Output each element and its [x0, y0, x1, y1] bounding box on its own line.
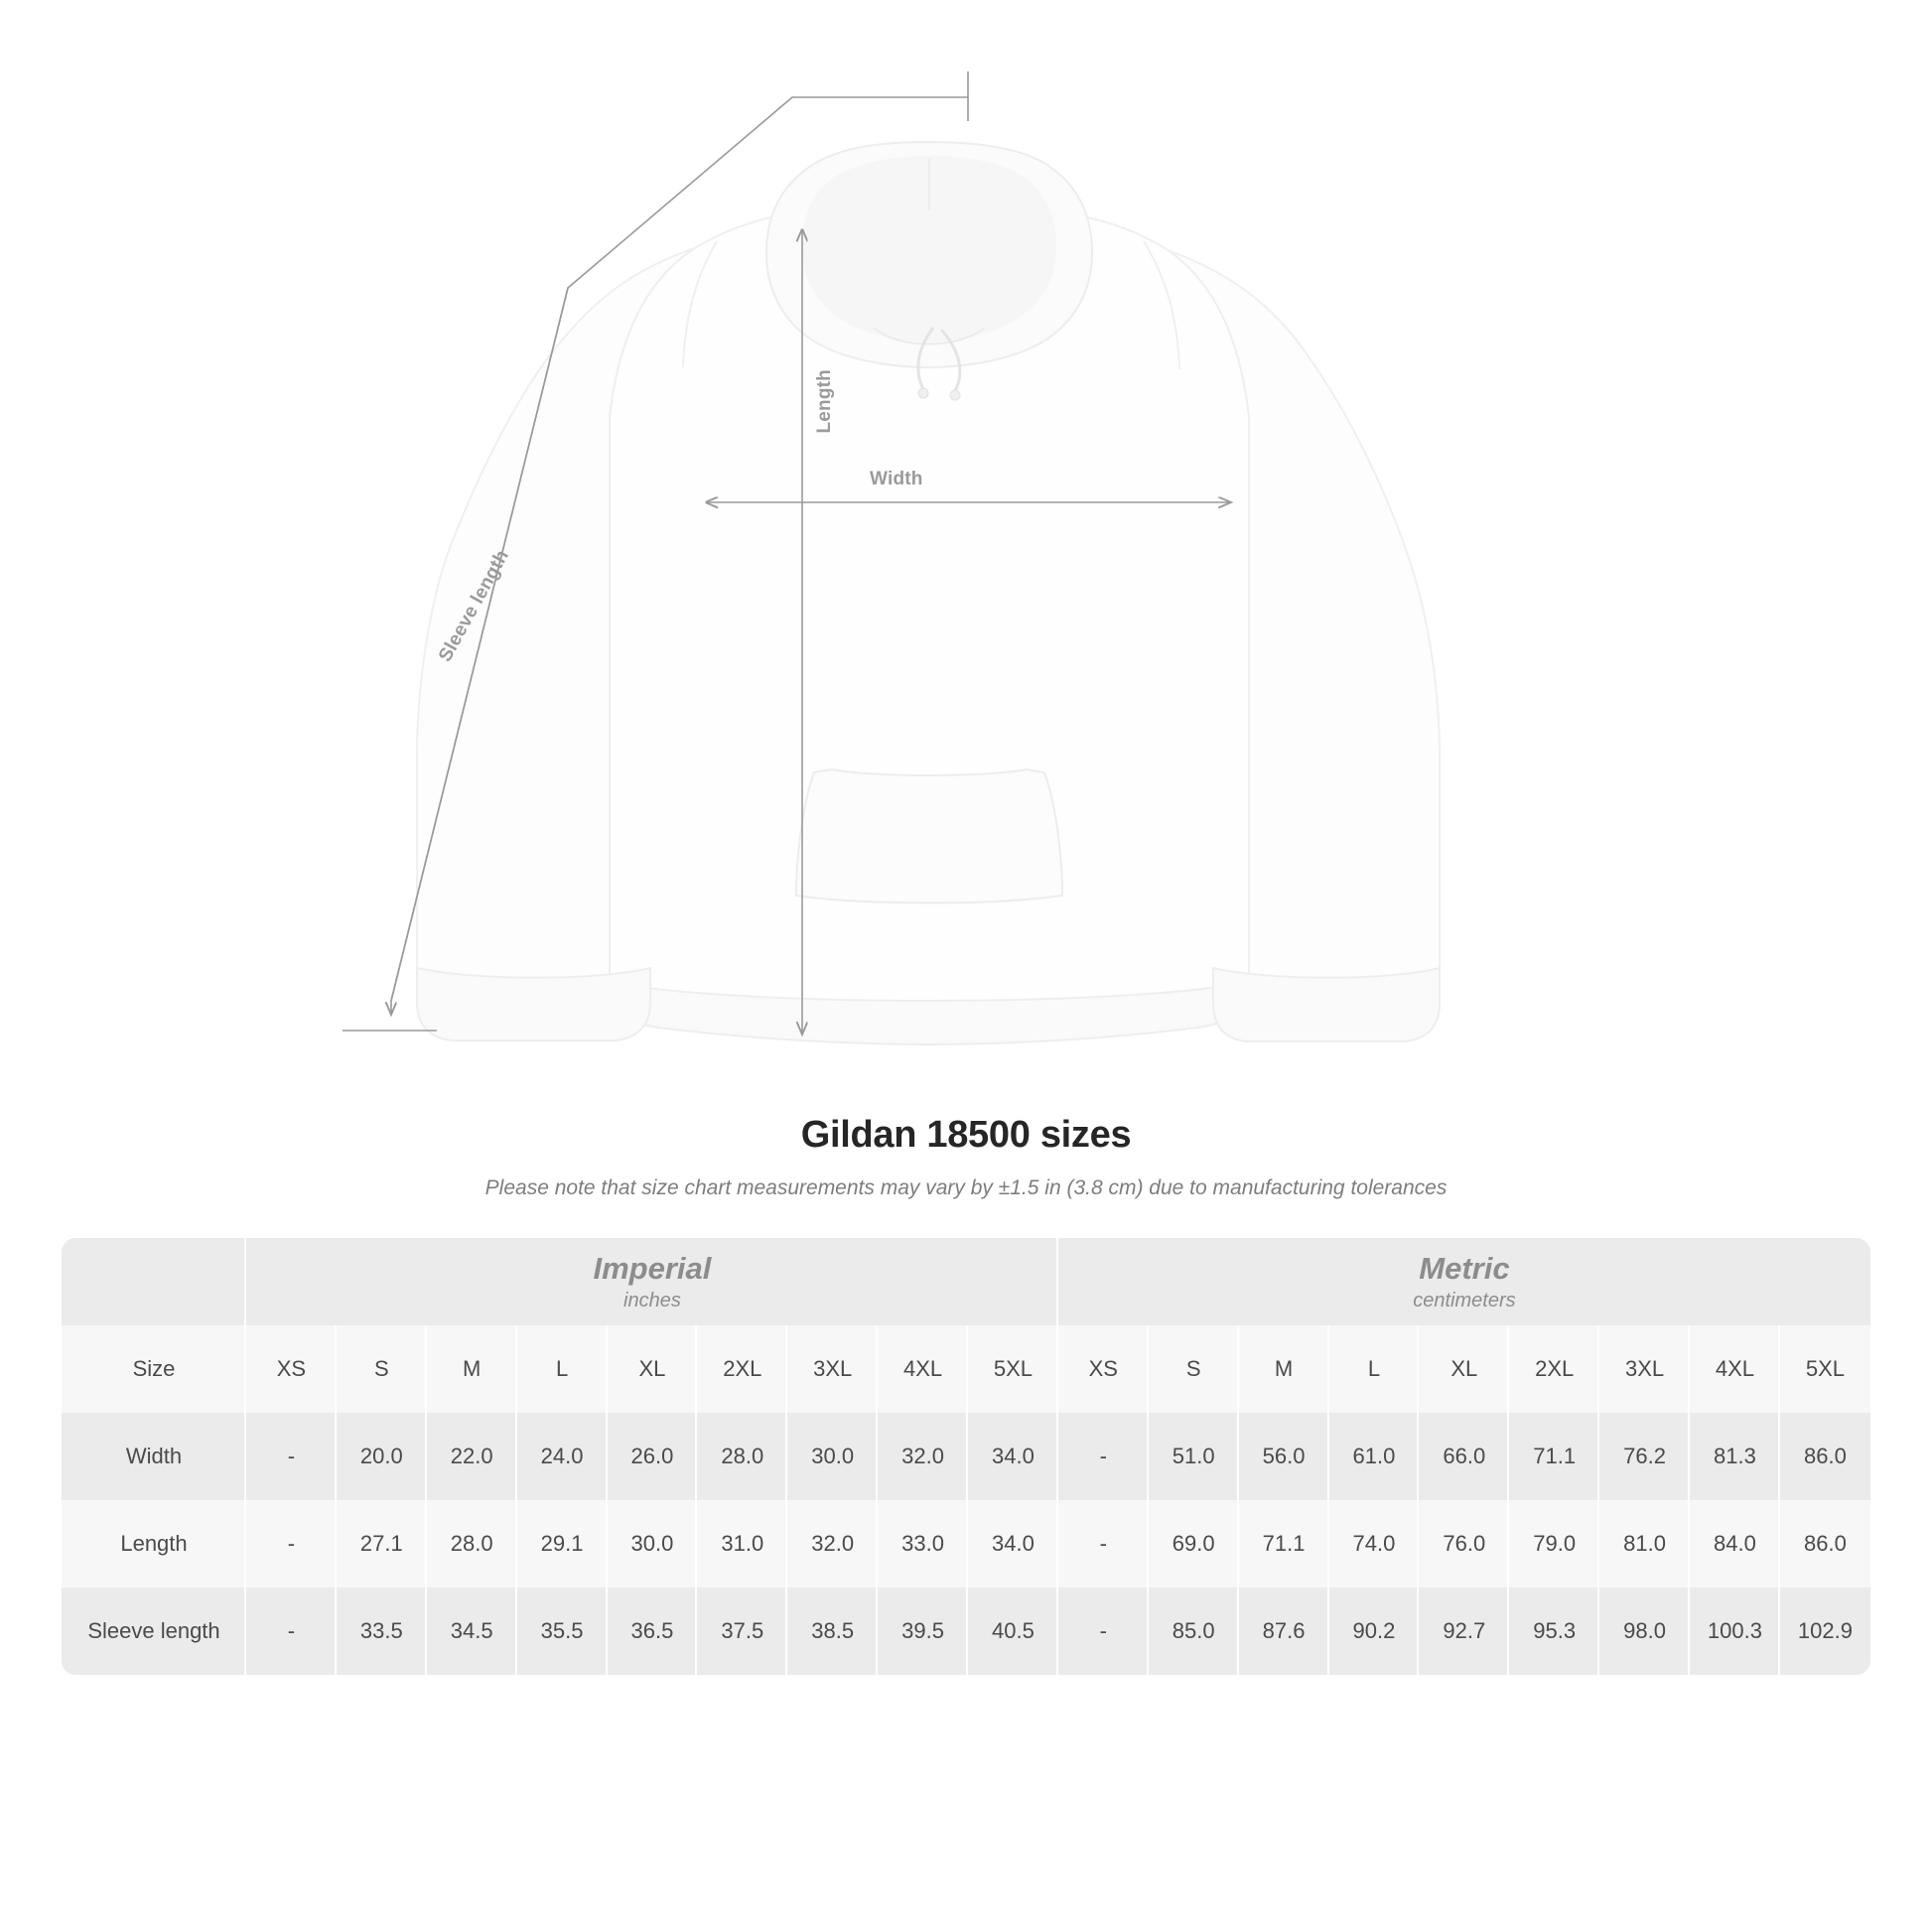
size-header-imperial-xl: XL	[608, 1325, 698, 1413]
size-header-metric-l: L	[1329, 1325, 1420, 1413]
cell-width-imperial-4xl: 32.0	[878, 1413, 968, 1500]
cell-length-metric-s: 69.0	[1149, 1500, 1239, 1587]
cell-length-imperial-xl: 30.0	[608, 1500, 698, 1587]
size-table-wrap	[62, 1238, 1870, 1675]
table-row	[62, 1500, 1870, 1587]
length-label: Length	[814, 369, 835, 434]
cell-sleeve-metric-3xl: 98.0	[1599, 1587, 1690, 1675]
size-label-cell: Size	[62, 1325, 246, 1413]
table-row	[62, 1587, 1870, 1675]
cell-length-imperial-2xl: 31.0	[697, 1500, 787, 1587]
cell-width-imperial-l: 24.0	[517, 1413, 608, 1500]
unit-metric	[1058, 1238, 1870, 1325]
cell-width-metric-3xl: 76.2	[1599, 1413, 1690, 1500]
cell-length-imperial-s: 27.1	[337, 1500, 427, 1587]
size-header-metric-3xl: 3XL	[1599, 1325, 1690, 1413]
cell-length-imperial-l: 29.1	[517, 1500, 608, 1587]
size-header-imperial-m: M	[427, 1325, 517, 1413]
cell-width-imperial-5xl: 34.0	[968, 1413, 1058, 1500]
cell-length-metric-3xl: 81.0	[1599, 1500, 1690, 1587]
cell-length-metric-l: 74.0	[1329, 1500, 1420, 1587]
row-label-sleeve-length: Sleeve length	[62, 1587, 246, 1675]
cell-length-metric-4xl: 84.0	[1690, 1500, 1780, 1587]
cell-length-metric-2xl: 79.0	[1509, 1500, 1599, 1587]
sleeve-length-label: Sleeve length	[435, 546, 514, 666]
cell-sleeve-metric-xs: -	[1058, 1587, 1149, 1675]
cell-sleeve-metric-s: 85.0	[1149, 1587, 1239, 1675]
cell-length-imperial-xs: -	[246, 1500, 337, 1587]
cell-sleeve-metric-xl: 92.7	[1419, 1587, 1509, 1675]
cell-sleeve-imperial-s: 33.5	[337, 1587, 427, 1675]
unit-imperial-sub: inches	[623, 1290, 681, 1312]
size-header-metric-m: M	[1239, 1325, 1329, 1413]
cell-sleeve-metric-5xl: 102.9	[1780, 1587, 1870, 1675]
size-header-metric-xl: XL	[1419, 1325, 1509, 1413]
cell-width-imperial-2xl: 28.0	[697, 1413, 787, 1500]
unit-imperial	[246, 1238, 1058, 1325]
cell-length-imperial-m: 28.0	[427, 1500, 517, 1587]
unit-imperial-main: Imperial	[593, 1250, 712, 1286]
row-label-width: Width	[62, 1413, 246, 1500]
unit-header-row	[62, 1238, 1870, 1325]
cell-sleeve-metric-m: 87.6	[1239, 1587, 1329, 1675]
cell-sleeve-imperial-xs: -	[246, 1587, 337, 1675]
cell-width-metric-m: 56.0	[1239, 1413, 1329, 1500]
tolerance-note: Please note that size chart measurements may vary by ±1.5 in (3.8 cm) due to manufacturing tolerances	[484, 1176, 1448, 1199]
cell-sleeve-imperial-3xl: 38.5	[787, 1587, 878, 1675]
cell-sleeve-imperial-m: 34.5	[427, 1587, 517, 1675]
size-header-imperial-xs: XS	[246, 1325, 337, 1413]
cell-width-metric-s: 51.0	[1149, 1413, 1239, 1500]
cell-length-metric-5xl: 86.0	[1780, 1500, 1870, 1587]
cell-width-imperial-m: 22.0	[427, 1413, 517, 1500]
size-header-imperial-5xl: 5XL	[968, 1325, 1058, 1413]
cell-width-imperial-xl: 26.0	[608, 1413, 698, 1500]
cell-sleeve-metric-2xl: 95.3	[1509, 1587, 1599, 1675]
cell-width-metric-xs: -	[1058, 1413, 1149, 1500]
size-header-imperial-l: L	[517, 1325, 608, 1413]
size-header-row	[62, 1325, 1870, 1413]
size-header-metric-xs: XS	[1058, 1325, 1149, 1413]
cell-sleeve-imperial-xl: 36.5	[608, 1587, 698, 1675]
cell-sleeve-metric-l: 90.2	[1329, 1587, 1420, 1675]
cell-sleeve-imperial-4xl: 39.5	[878, 1587, 968, 1675]
cell-width-metric-5xl: 86.0	[1780, 1413, 1870, 1500]
cell-length-metric-xs: -	[1058, 1500, 1149, 1587]
cell-length-metric-m: 71.1	[1239, 1500, 1329, 1587]
cell-length-imperial-4xl: 33.0	[878, 1500, 968, 1587]
size-header-metric-5xl: 5XL	[1780, 1325, 1870, 1413]
unit-metric-sub: centimeters	[1413, 1290, 1516, 1312]
size-table	[62, 1238, 1870, 1675]
table-row	[62, 1413, 1870, 1500]
cell-length-imperial-3xl: 32.0	[787, 1500, 878, 1587]
cell-sleeve-imperial-2xl: 37.5	[697, 1587, 787, 1675]
size-table-body	[62, 1238, 1870, 1675]
cell-width-metric-xl: 66.0	[1419, 1413, 1509, 1500]
cell-width-imperial-3xl: 30.0	[787, 1413, 878, 1500]
cell-width-imperial-xs: -	[246, 1413, 337, 1500]
size-chart-heading	[0, 1114, 1932, 1200]
cell-sleeve-imperial-5xl: 40.5	[968, 1587, 1058, 1675]
row-label-length: Length	[62, 1500, 246, 1587]
unit-metric-main: Metric	[1419, 1250, 1510, 1286]
size-header-metric-2xl: 2XL	[1509, 1325, 1599, 1413]
cell-width-metric-l: 61.0	[1329, 1413, 1420, 1500]
size-header-imperial-2xl: 2XL	[697, 1325, 787, 1413]
cell-width-metric-4xl: 81.3	[1690, 1413, 1780, 1500]
unit-corner-cell	[62, 1238, 246, 1325]
size-header-metric-4xl: 4XL	[1690, 1325, 1780, 1413]
hoodie-shape	[417, 142, 1440, 1044]
size-header-imperial-s: S	[337, 1325, 427, 1413]
page-title: Gildan 18500 sizes	[800, 1114, 1132, 1156]
cell-sleeve-imperial-l: 35.5	[517, 1587, 608, 1675]
cell-width-imperial-s: 20.0	[337, 1413, 427, 1500]
cell-length-imperial-5xl: 34.0	[968, 1500, 1058, 1587]
width-label: Width	[870, 469, 923, 489]
cell-sleeve-metric-4xl: 100.3	[1690, 1587, 1780, 1675]
cell-width-metric-2xl: 71.1	[1509, 1413, 1599, 1500]
size-header-imperial-4xl: 4XL	[878, 1325, 968, 1413]
cell-length-metric-xl: 76.0	[1419, 1500, 1509, 1587]
size-header-imperial-3xl: 3XL	[787, 1325, 878, 1413]
size-header-metric-s: S	[1149, 1325, 1239, 1413]
